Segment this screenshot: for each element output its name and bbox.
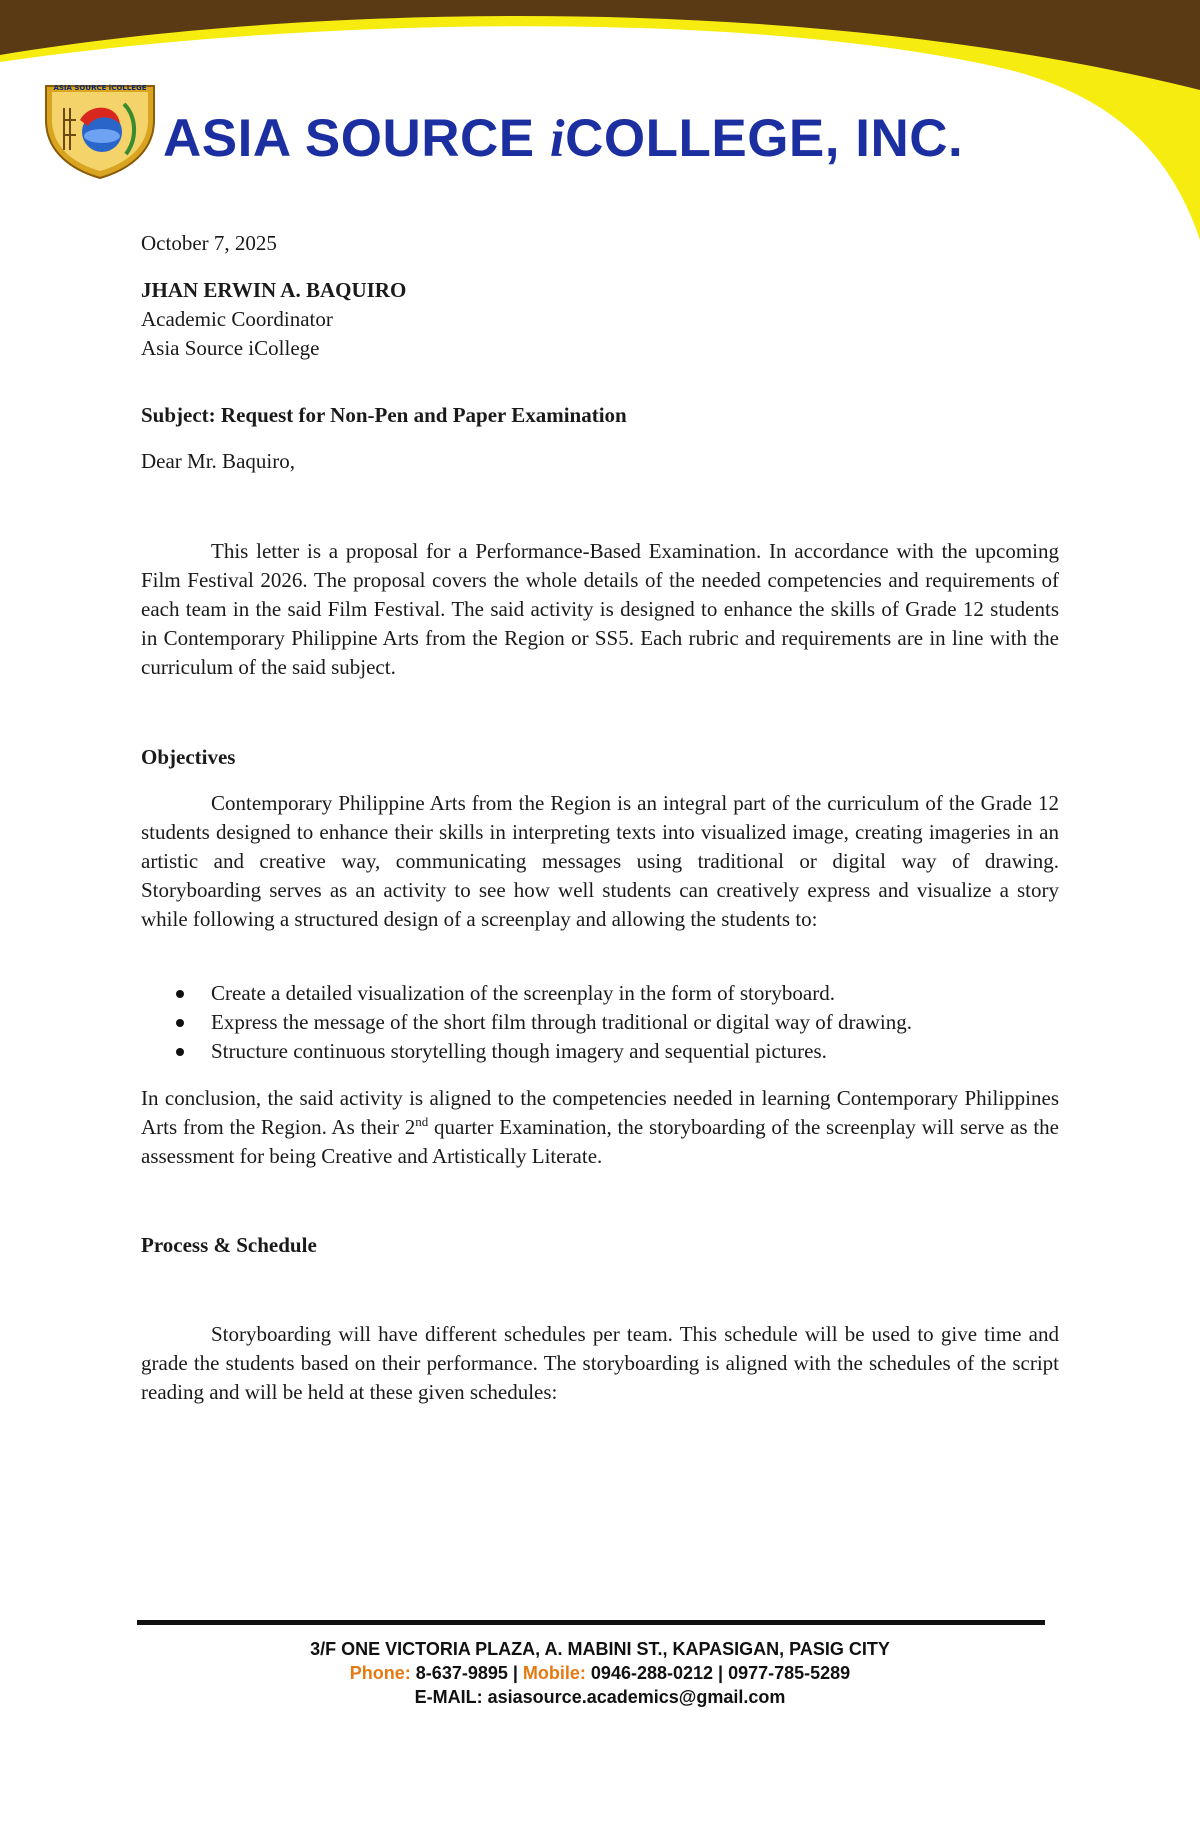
footer-email: E-MAIL: asiasource.academics@gmail.com xyxy=(414,1687,786,1707)
footer-divider xyxy=(137,1620,1045,1625)
objectives-heading: Objectives xyxy=(141,745,236,769)
objectives-list xyxy=(141,979,1059,1066)
list-item: Express the message of the short film through traditional or digital way of drawing. xyxy=(141,1008,1059,1037)
salutation: Dear Mr. Baquiro, xyxy=(141,449,295,473)
recipient-org: Asia Source iCollege xyxy=(141,336,320,360)
footer-contacts: Phone: 8-637-9895 | Mobile: 0946-288-0212 | 0977-785-5289 xyxy=(349,1663,851,1683)
seal-text: ASIA SOURCE iCOLLEGE xyxy=(53,84,147,92)
subject-line: Subject: Request for Non-Pen and Paper Examination xyxy=(141,403,627,427)
objectives-paragraph: Contemporary Philippine Arts from the Region is an integral part of the curriculum of the Grade 12 students designed to enhance their skills in interpreting texts into visualized image, creating imageries in an artistic and creative way, communicating messages using traditional or digital way of drawing. Storyboarding serves as an activity to see how well students can creatively express and visualize a story while following a structured design of a screenplay and allowing the students to: xyxy=(141,791,1059,931)
college-name-logo: ASIA SOURCE iCOLLEGE, INC. xyxy=(163,109,964,168)
conclusion-paragraph: In conclusion, the said activity is aligned to the competencies needed in learning Contemporary Philippines Arts from the Region. As their 2nd quarter Examination, the storyboarding of the screenplay will serve as the assessment for being Creative and Artistically Literate. xyxy=(141,1086,1059,1168)
college-seal-logo xyxy=(40,80,160,180)
process-heading: Process & Schedule xyxy=(141,1233,317,1257)
brown-swoosh xyxy=(0,0,1200,90)
letter-date: October 7, 2025 xyxy=(141,231,277,255)
list-item: Structure continuous storytelling though imagery and sequential pictures. xyxy=(141,1037,1059,1066)
process-paragraph: Storyboarding will have different schedules per team. This schedule will be used to give time and grade the students based on their performance. The storyboarding is aligned with the schedules of the script reading and will be held at these given schedules: xyxy=(141,1322,1059,1404)
list-item: Create a detailed visualization of the screenplay in the form of storyboard. xyxy=(141,979,1059,1008)
recipient-title: Academic Coordinator xyxy=(141,307,333,331)
recipient-block xyxy=(141,276,1059,363)
recipient-name: JHAN ERWIN A. BAQUIRO xyxy=(141,278,407,302)
footer-address: 3/F ONE VICTORIA PLAZA, A. MABINI ST., KAPASIGAN, PASIG CITY xyxy=(310,1639,890,1659)
intro-paragraph: This letter is a proposal for a Performance-Based Examination. In accordance with the upcoming Film Festival 2026. The proposal covers the whole details of the needed competencies and requirements of each team in the said Film Festival. The said activity is designed to enhance the skills of Grade 12 students in Contemporary Philippine Arts from the Region or SS5. Each rubric and requirements are in line with the curriculum of the said subject. xyxy=(141,539,1059,679)
